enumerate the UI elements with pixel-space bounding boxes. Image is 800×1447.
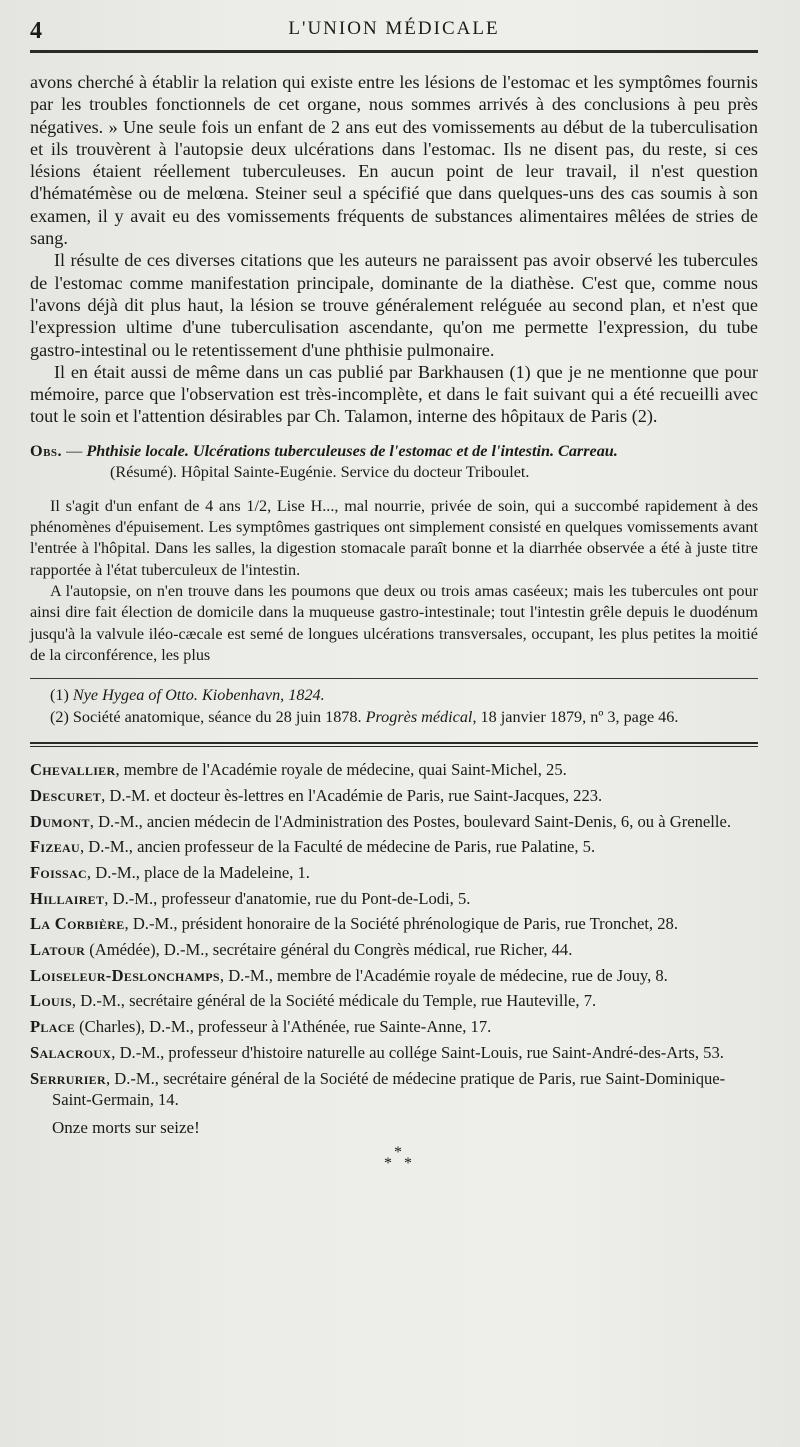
observation-label: Obs.: [30, 441, 63, 460]
member-entry: [30, 785, 758, 806]
member-details: , D.-M. et docteur ès-lettres en l'Académie de Paris, rue Saint-Jacques, 223.: [101, 785, 603, 805]
member-details: , D.-M., membre de l'Académie royale de médecine, rue de Jouy, 8.: [219, 965, 668, 985]
member-entry: [30, 990, 758, 1011]
member-entry: [30, 1042, 758, 1063]
member-name: Serrurier: [30, 1068, 106, 1088]
section-rule: [30, 742, 758, 747]
member-details: , D.-M., professeur d'histoire naturelle au collége Saint-Louis, rue Saint-André-des-Arts, 53.: [111, 1042, 724, 1062]
member-details: (Charles), D.-M., professeur à l'Athénée, rue Sainte-Anne, 17.: [74, 1017, 492, 1037]
member-name: Place: [30, 1017, 75, 1037]
member-details: , membre de l'Académie royale de médecine, quai Saint-Michel, 25.: [115, 760, 567, 780]
observation-paragraph-2: A l'autopsie, on n'en trouve dans les poumons que deux ou trois amas caséeux; mais les tubercules ont pour ainsi dire fait élection de domicile dans la muqueuse gastro-intestinale; tout l'intestin grêle depuis le duodénum jusqu'à la valvule iléo-cæcale est semé de longues ulcérations transversales, occupant, les plus petites la moitié de la circonférence, les plus: [30, 581, 758, 664]
member-details: (Amédée), D.-M., secrétaire général du Congrès médical, rue Richer, 44.: [85, 940, 573, 960]
member-details: , D.-M., président honoraire de la Société phrénologique de Paris, rue Tronchet, 28.: [124, 914, 678, 934]
footnote-2: [30, 707, 758, 729]
page-header: [30, 12, 758, 42]
member-name: Loiseleur-Deslonchamps: [30, 965, 220, 985]
member-name: Louis: [30, 991, 72, 1011]
member-name: La Corbière: [30, 914, 125, 934]
members-list: [30, 759, 758, 1110]
footnote-1: [30, 685, 758, 707]
footnote-1-text: Nye Hygea of Otto. Kiobenhavn, 1824.: [72, 686, 325, 705]
member-name: Hillairet: [30, 888, 105, 908]
member-name: Dumont: [30, 811, 90, 831]
footnote-2-pre: Société anatomique, séance du 28 juin 1878.: [72, 707, 366, 726]
member-name: Fizeau: [30, 837, 80, 857]
member-details: , D.-M., secrétaire général de la Société médicale du Temple, rue Hauteville, 7.: [71, 991, 597, 1011]
main-article: [30, 71, 758, 428]
member-entry: [30, 811, 758, 832]
member-entry: [30, 836, 758, 857]
page-number: 4: [30, 18, 42, 44]
footnote-1-number: (1): [50, 686, 69, 705]
member-entry: [30, 939, 758, 960]
footnotes: [30, 685, 758, 728]
member-entry: [30, 965, 758, 986]
asterism-star: *: [394, 1144, 402, 1162]
closing-remark: Onze morts sur seize!: [52, 1118, 200, 1138]
member-details: , D.-M., ancien professeur de la Faculté de médecine de Paris, rue Palatine, 5.: [79, 837, 596, 857]
asterism-star: *: [384, 1155, 392, 1173]
observation-body: [30, 496, 758, 666]
member-entry: [30, 913, 758, 934]
member-details: , D.-M., ancien médecin de l'Administration des Postes, boulevard Saint-Denis, 6, ou à Grenelle.: [89, 811, 732, 831]
asterism-star: *: [404, 1155, 412, 1173]
paragraph-3: Il en était aussi de même dans un cas publié par Barkhausen (1) que je ne mentionne que pour mémoire, parce que l'observation est très-incomplète, et dans le fait suivant qui a été recueilli avec tout le soin et l'attention désirables par Ch. Talamon, interne des hôpitaux de Paris (2).: [30, 361, 758, 427]
observation-title: Phthisie locale. Ulcérations tuberculeuses de l'estomac et de l'intestin. Carreau.: [86, 441, 618, 460]
observation-heading: [30, 441, 758, 484]
asterism: [380, 1144, 420, 1174]
member-entry: [30, 862, 758, 883]
running-title: L'UNION MÉDICALE: [288, 18, 500, 39]
member-details: , D.-M., secrétaire général de la Société de médecine pratique de Paris, rue Saint-Dominique-Saint-Germain, 14.: [52, 1068, 726, 1109]
footnote-2-post: , 18 janvier 1879, nº 3, page 46.: [472, 707, 679, 726]
member-name: Foissac: [30, 862, 87, 882]
observation-dash: —: [62, 441, 87, 460]
member-name: Chevallier: [30, 760, 116, 780]
member-entry: [30, 888, 758, 909]
member-name: Descuret: [30, 785, 102, 805]
member-name: Salacroux: [30, 1042, 112, 1062]
header-rule: [30, 50, 758, 53]
observation-subtitle: (Résumé). Hôpital Sainte-Eugénie. Service du docteur Triboulet.: [110, 463, 530, 482]
member-name: Latour: [30, 940, 86, 960]
paragraph-2: Il résulte de ces diverses citations que les auteurs ne paraissent pas avoir observé les tubercules de l'estomac comme manifestation principale, dominante de la diathèse. C'est que, comme nous l'avons déjà dit plus haut, la lésion se trouve généralement reléguée au second plan, et n'est que l'expression ultime d'une tuberculisation ascendante, qu'on me permette l'expression, du tube gastro-intestinal ou le retentissement d'une phthisie pulmonaire.: [30, 250, 758, 360]
member-details: , D.-M., professeur d'anatomie, rue du Pont-de-Lodi, 5.: [104, 888, 471, 908]
member-entry: [30, 1068, 758, 1111]
footnote-2-number: (2): [50, 707, 69, 726]
member-details: , D.-M., place de la Madeleine, 1.: [86, 862, 310, 882]
member-entry: [30, 759, 758, 780]
paragraph-1: avons cherché à établir la relation qui existe entre les lésions de l'estomac et les symptômes fournis par les troubles fonctionnels de cet organe, nous sommes arrivés à des conclusions à peu près négatives. » Une seule fois un enfant de 2 ans eut des vomissements au début de la tuberculisation et ils trouvèrent à l'autopsie deux ulcérations dans l'estomac. Ils ne disent pas, du reste, si ces lésions étaient réellement tuberculeuses. En aucun point de leur travail, il n'est question d'hématémèse ou de melœna. Steiner seul a spécifié que dans quelques-uns des cas soumis à son examen, il y avait eu des vomissements fréquents de substances alimentaires mêlées de stries de sang.: [30, 72, 758, 249]
footnote-rule: [30, 678, 758, 679]
member-entry: [30, 1016, 758, 1037]
footnote-2-journal: Progrès médical: [365, 707, 473, 726]
observation-paragraph-1: Il s'agit d'un enfant de 4 ans 1/2, Lise H..., mal nourrie, privée de soin, qui a succombé rapidement à des phénomènes d'épuisement. Les symptômes gastriques ont simplement consisté en quelques vomissements avant l'entrée à l'hôpital. Dans les salles, la digestion stomacale paraît bonne et la diarrhée observée a été à juste titre rapportée à l'état tuberculeux de l'intestin.: [30, 496, 758, 579]
